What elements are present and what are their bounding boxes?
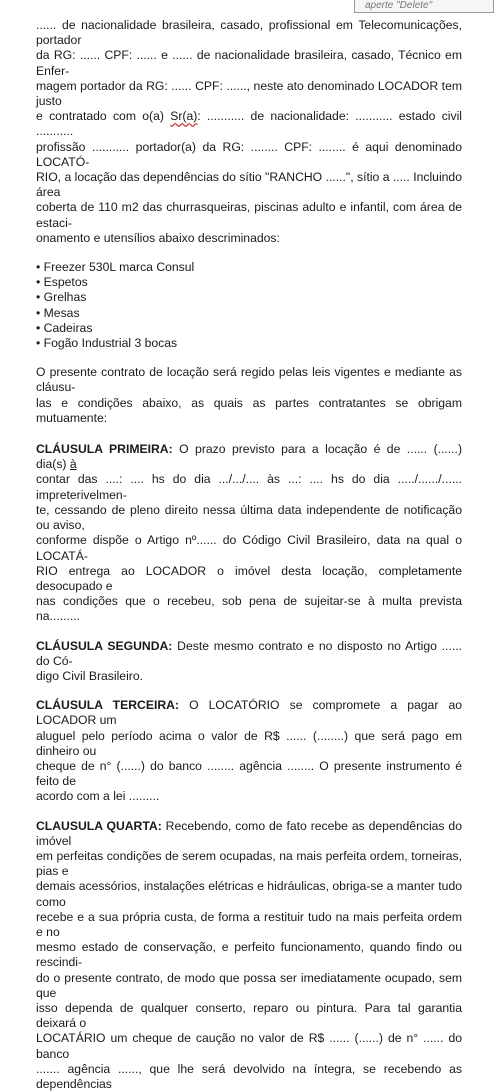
intro-line: da RG: ...... CPF: ...... e ...... de nacionalidade brasileira, casado, Técnico em Enfer- <box>36 48 462 78</box>
list-item: • Espetos <box>36 275 462 290</box>
clause-line: em perfeitas condições de serem ocupadas, na mais perfeita ordem, torneiras, pias e <box>36 848 462 879</box>
clause-heading: CLÁUSULA PRIMEIRA: <box>36 442 173 457</box>
clause-line: cheque de n° (......) do banco ........ agência ........ O presente instrumento é feito de <box>36 758 462 789</box>
clause-line: demais acessórios, instalações elétricas e hidráulicas, obriga-se a manter tudo como <box>36 879 462 909</box>
intro-line: coberta de 110 m2 das churrasqueiras, piscinas adulto e infantil, com área de estaci- <box>36 200 462 230</box>
list-item: • Mesas <box>36 306 462 321</box>
clause-line: ....... agência ......, que lhe será devolvido na íntegra, se recebendo as dependências <box>36 1061 462 1091</box>
list-item: • Fogão Industrial 3 bocas <box>36 336 462 351</box>
clause-line: conforme dispõe o Artigo nº...... do Código Civil Brasileiro, data na qual o LOCATÁ- <box>36 533 462 563</box>
list-item: • Freezer 530L marca Consul <box>36 260 462 275</box>
intro-paragraph <box>36 18 462 246</box>
clause-line: isso dependa de qualquer conserto, reparo ou pintura. Para tal garantia deixará o <box>36 1000 462 1031</box>
clause-second <box>36 639 462 685</box>
clause-line: aluguel pelo período acima o valor de R$ ...... (........) que será pago em dinheiro ou <box>36 728 462 758</box>
preamble-line: O presente contrato de locação será regido pelas leis vigentes e mediante as cláusu- <box>36 365 462 395</box>
clause-link[interactable]: à <box>69 457 77 472</box>
clause-line: LOCATÁRIO um cheque de caução no valor de R$ ...... (......) de n° ...... do banco <box>36 1031 462 1061</box>
clause-line: RIO entrega ao LOCADOR o imóvel desta locação, completamente desocupado e <box>36 563 462 593</box>
clause-line: nas condições que o recebeu, sob pena de sujeitar-se à multa prevista na......... <box>36 594 462 624</box>
intro-line: ...... de nacionalidade brasileira, casado, profissional em Telecomunicações, portador <box>36 18 462 48</box>
preamble-line: las e condições abaixo, as quais as partes contratantes se obrigam mutuamente: <box>36 395 462 425</box>
clause-line: mesmo estado de conservação, e perfeito funcionamento, quando findo ou rescindi- <box>36 940 462 970</box>
contract-document <box>36 18 462 1092</box>
clause-line: recebe e a sua própria custa, de forma a restituir tudo na mais perfeita ordem e no <box>36 909 462 939</box>
clause-fourth <box>36 819 462 1092</box>
clause-heading: CLÁUSULA TERCEIRA: <box>36 698 180 713</box>
list-item: • Cadeiras <box>36 321 462 336</box>
intro-line: profissão ........... portador(a) da RG: ........ CPF: ........ é aqui denominado LOCATÓ- <box>36 139 462 169</box>
spellcheck-word[interactable]: Sr(a) <box>170 109 198 124</box>
utensils-list <box>36 260 462 351</box>
intro-line: RIO, a locação das dependências do sítio "RANCHO ......", sítio a ..... Incluindo área <box>36 170 462 200</box>
clause-line: Deste mesmo contrato e no disposto no Artigo ...... do Có- <box>36 638 462 668</box>
preamble-paragraph <box>36 365 462 426</box>
list-item: • Grelhas <box>36 290 462 305</box>
intro-line: e contratado com o(a) <box>36 109 171 124</box>
clause-heading: CLAUSULA QUARTA: <box>36 818 162 833</box>
clause-third <box>36 698 462 804</box>
clause-heading: CLÁUSULA SEGUNDA: <box>36 638 173 653</box>
clause-line: digo Civil Brasileiro. <box>36 668 144 683</box>
intro-line: magem portador da RG: ...... CPF: ......, neste ato denominado LOCADOR tem justo <box>36 78 462 109</box>
delete-hint-tooltip: aperte "Delete" <box>354 0 494 13</box>
clause-line: acordo com a lei ......... <box>36 789 160 804</box>
clause-line: O LOCATÓRIO se compromete a pagar ao LOCADOR um <box>36 698 463 728</box>
intro-line: onamento e utensílios abaixo descriminados: <box>36 230 280 245</box>
clause-first <box>36 442 462 624</box>
intro-line: : ........... de nacionalidade: ........... estado civil ........... <box>36 109 462 139</box>
clause-line: Recebendo, como de fato recebe as dependências do imóvel <box>36 818 462 848</box>
clause-line: contar das ....: .... hs do dia .../.../.... às ...: .... hs do dia ...../....../...... impreterivelmen- <box>36 472 462 502</box>
clause-line: te, cessando de pleno direito nessa última data independente de notificação ou aviso, <box>36 502 462 533</box>
clause-line: O prazo previsto para a locação é de ...... (......) dia(s) <box>36 442 463 472</box>
clause-line: do o presente contrato, de modo que possa ser imediatamente ocupado, sem que <box>36 970 462 1000</box>
